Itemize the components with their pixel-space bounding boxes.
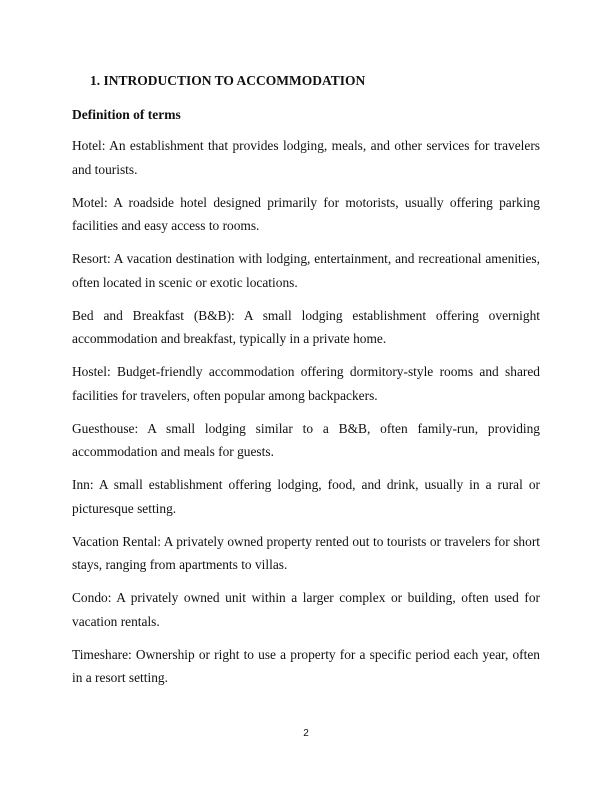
subheading: Definition of terms [72,107,181,122]
definition-guesthouse: Guesthouse: A small lodging similar to a B&B, often family-run, providing accommodation and meals for guests. [72,420,540,459]
page-content [72,70,540,699]
definition-condo: Condo: A privately owned unit within a larger complex or building, often used for vacation rentals. [72,590,540,629]
page-number: 2 [303,728,309,739]
definition-vacation-rental: Vacation Rental: A privately owned property rented out to tourists or travelers for short stays, ranging from apartments to villas. [72,533,540,572]
definition-bed-and-breakfast: Bed and Breakfast (B&B): A small lodging establishment offering overnight accommodation and breakfast, typically in a private home. [72,307,540,346]
definition-inn: Inn: A small establishment offering lodging, food, and drink, usually in a rural or picturesque setting. [72,477,540,516]
definition-hostel: Hostel: Budget-friendly accommodation offering dormitory-style rooms and shared facilities for travelers, often popular among backpackers. [72,364,540,403]
definition-motel: Motel: A roadside hotel designed primarily for motorists, usually offering parking facilities and easy access to rooms. [72,194,540,233]
section-heading: 1. INTRODUCTION TO ACCOMMODATION [90,73,366,88]
definition-hotel: Hotel: An establishment that provides lodging, meals, and other services for travelers and tourists. [72,138,540,177]
definition-timeshare: Timeshare: Ownership or right to use a property for a specific period each year, often in a resort setting. [72,646,540,685]
definition-resort: Resort: A vacation destination with lodging, entertainment, and recreational amenities, often located in scenic or exotic locations. [72,251,540,290]
